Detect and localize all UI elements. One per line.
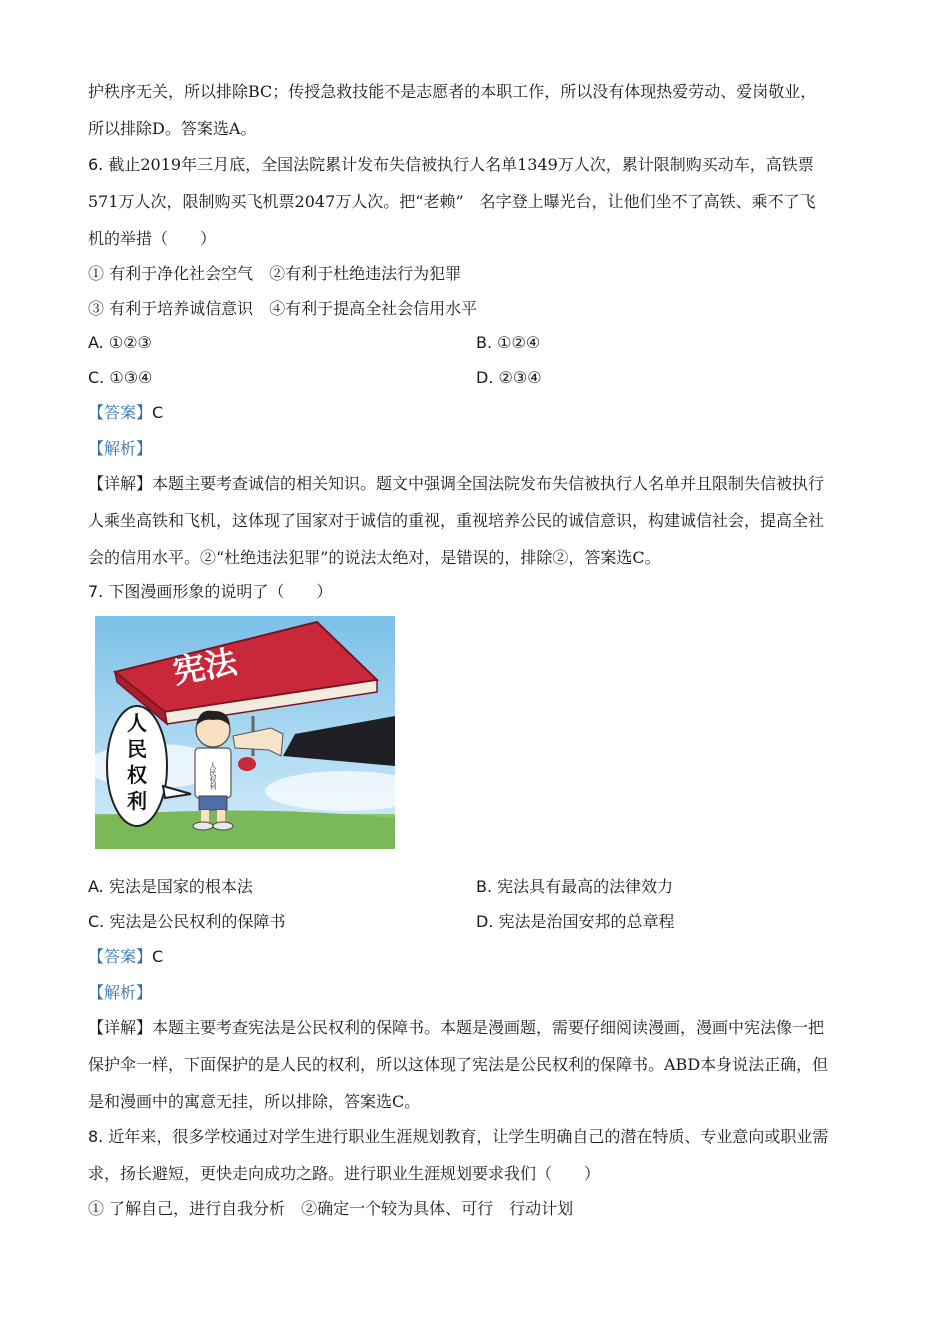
option-d: D. 宪法是治国安邦的总章程	[476, 912, 675, 931]
analysis-tag: 【解析】	[88, 983, 153, 1002]
question-7-line	[88, 582, 332, 602]
detail-line: 【详解】本题主要考查宪法是公民权利的保障书。本题是漫画题，需要仔细阅读漫画，漫画中宪法像一把	[88, 1018, 825, 1037]
option-d: D. ②③④	[476, 368, 542, 387]
answer-tag: 【答案】	[88, 947, 153, 966]
option-b: B. ①②④	[476, 333, 541, 352]
option-c: C. ①③④	[88, 368, 153, 387]
book-title: 宪法	[170, 642, 240, 692]
paragraph-line: 所以排除D。答案选A。	[88, 119, 257, 138]
option-a: A. 宪法是国家的根本法	[88, 877, 253, 896]
question-6-line: 571万人次，限制购买飞机票2047万人次。把“老赖” 名字登上曝光台，让他们坐不了高铁、乘不了飞	[88, 192, 816, 211]
option-b: B. 宪法具有最高的法律效力	[476, 877, 674, 896]
detail-tag: 【详解】	[88, 1018, 153, 1037]
statement-line: ① 有利于净化社会空气 ②有利于杜绝违法行为犯罪	[88, 264, 462, 283]
bubble-char: 人	[127, 711, 147, 735]
question-number: 7.	[88, 582, 104, 601]
question-text: 截止2019年三月底，全国法院累计发布失信被执行人名单1349万人次，累计限制购买动车，高铁票	[108, 155, 814, 174]
shirt-text: 人民权利	[209, 762, 217, 790]
stick-handle	[238, 757, 256, 771]
question-number: 6.	[88, 155, 104, 174]
answer-value: C	[152, 947, 164, 966]
detail-tag: 【详解】	[88, 474, 153, 493]
statement-line: ① 了解自己，进行自我分析 ②确定一个较为具体、可行 行动计划	[88, 1199, 574, 1218]
question-number: 8.	[88, 1127, 104, 1146]
question-6-line: 机的举措（ ）	[88, 229, 217, 248]
bubble-char: 民	[127, 737, 147, 761]
constitution-cartoon	[95, 616, 395, 849]
option-a: A. ①②③	[88, 333, 152, 352]
option-c: C. 宪法是公民权利的保障书	[88, 912, 286, 931]
question-8-line	[88, 1127, 828, 1147]
detail-line: 会的信用水平。②“杜绝违法犯罪”的说法太绝对，是错误的，排除②，答案选C。	[88, 548, 661, 567]
answer-line	[88, 403, 163, 423]
detail-line: 【详解】本题主要考查诚信的相关知识。题文中强调全国法院发布失信被执行人名单并且限制失信被执行	[88, 474, 825, 493]
question-8-line: 求，扬长避短，更快走向成功之路。进行职业生涯规划要求我们（ ）	[88, 1164, 601, 1183]
question-text: 近年来，很多学校通过对学生进行职业生涯规划教育，让学生明确自己的潜在特质、专业意向或职业需	[108, 1127, 829, 1146]
analysis-tag: 【解析】	[88, 439, 153, 458]
detail-line: 是和漫画中的寓意无挂，所以排除，答案选C。	[88, 1092, 421, 1111]
answer-value: C	[152, 403, 164, 422]
answer-tag: 【答案】	[88, 403, 153, 422]
bubble-char: 权	[127, 763, 147, 787]
question-6-line	[88, 155, 814, 175]
detail-line: 人乘坐高铁和飞机，这体现了国家对于诚信的重视，重视培养公民的诚信意识，构建诚信社会，提高全社	[88, 511, 825, 530]
paragraph-line: 护秩序无关，所以排除BC；传授急救技能不是志愿者的本职工作，所以没有体现热爱劳动、爱岗敬业，	[88, 82, 817, 101]
question-text: 下图漫画形象的说明了（ ）	[108, 582, 333, 601]
answer-line	[88, 947, 163, 967]
bubble-char: 利	[127, 789, 147, 813]
statement-line: ③ 有利于培养诚信意识 ④有利于提高全社会信用水平	[88, 299, 478, 318]
detail-line: 保护伞一样，下面保护的是人民的权利，所以这体现了宪法是公民权利的保障书。ABD本身说法正确，但	[88, 1055, 829, 1074]
